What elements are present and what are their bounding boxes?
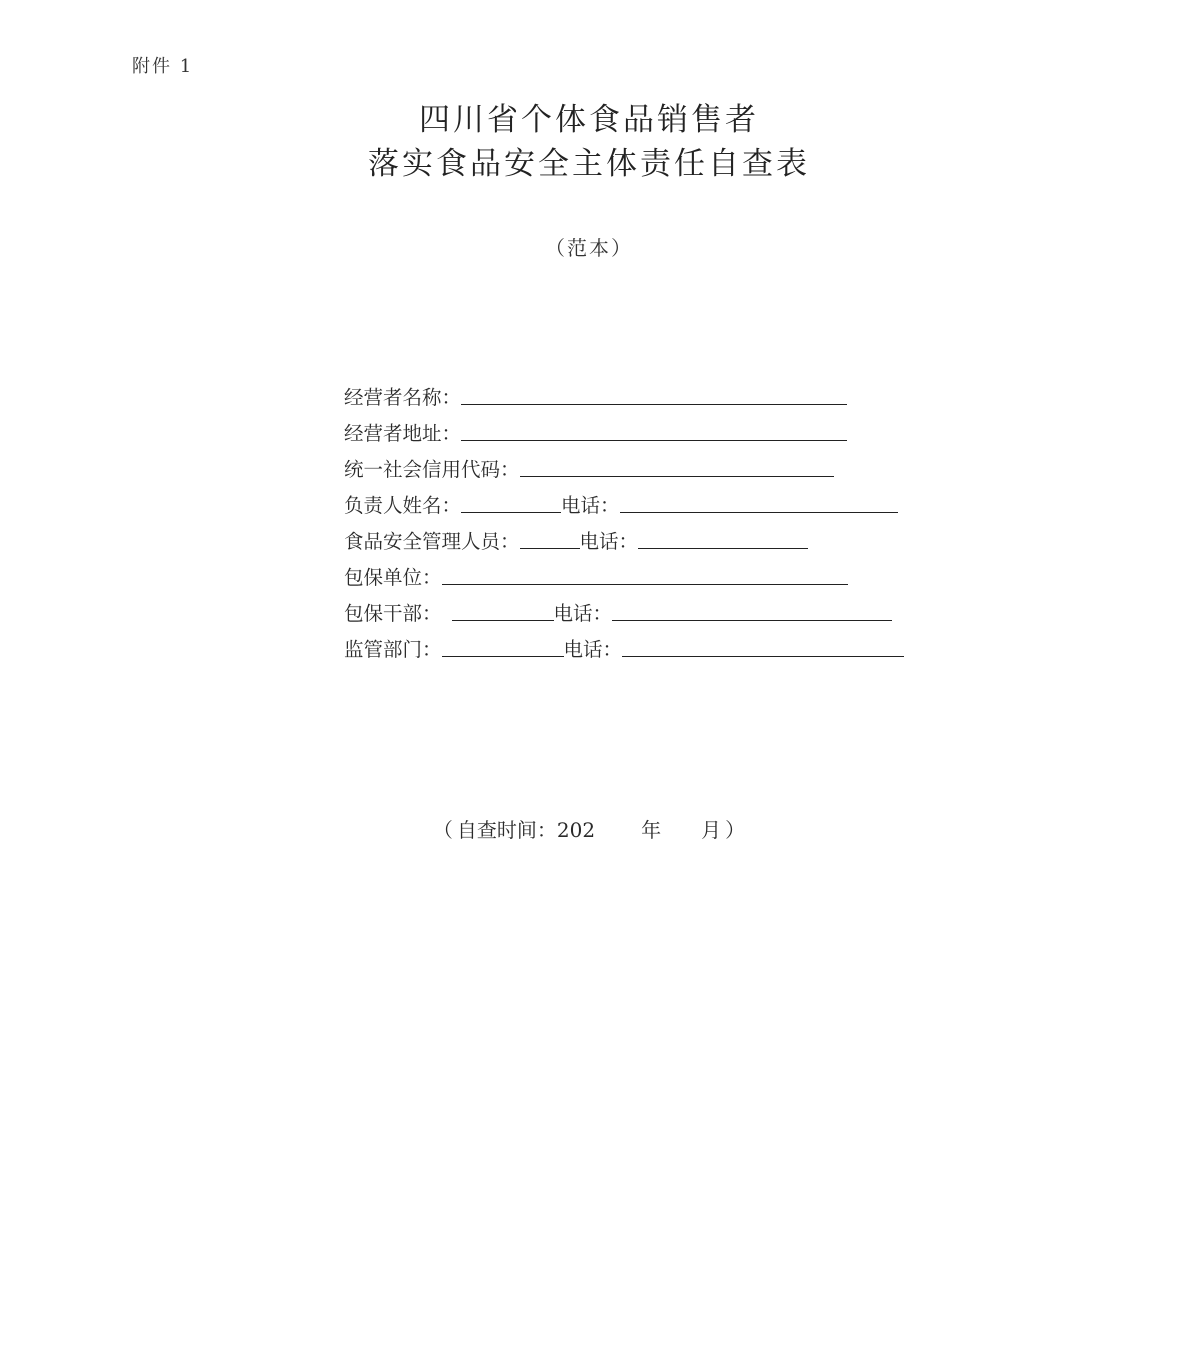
guarantee-cadre-phone-label: 电话： bbox=[553, 602, 613, 625]
supervision-dept-phone-field[interactable] bbox=[622, 636, 904, 657]
safety-manager-field[interactable] bbox=[520, 528, 580, 549]
responsible-person-phone-label: 电话： bbox=[561, 494, 620, 517]
credit-code-label: 统一社会信用代码： bbox=[344, 458, 520, 481]
self-check-date bbox=[0, 814, 1178, 843]
safety-manager-phone-field[interactable] bbox=[638, 528, 808, 549]
safety-manager-phone-label: 电话： bbox=[579, 530, 639, 553]
template-subtitle: （范本） bbox=[545, 236, 633, 260]
credit-code-row bbox=[344, 446, 944, 482]
safety-manager-row bbox=[344, 518, 944, 554]
guarantee-cadre-row bbox=[344, 590, 944, 626]
operator-name-field[interactable] bbox=[461, 384, 847, 405]
credit-code-field[interactable] bbox=[520, 456, 834, 477]
date-label: 自查时间：202 bbox=[456, 818, 596, 842]
guarantee-unit-label: 包保单位： bbox=[344, 566, 442, 589]
operator-address-row bbox=[344, 410, 944, 446]
safety-manager-label: 食品安全管理人员： bbox=[344, 530, 520, 553]
supervision-dept-phone-label: 电话： bbox=[563, 638, 623, 661]
attachment-label: 附件 1 bbox=[132, 56, 194, 77]
responsible-person-row bbox=[344, 482, 944, 518]
document-title-line-2: 落实食品安全主体责任自查表 bbox=[368, 146, 810, 182]
date-month-label: 月 bbox=[701, 818, 722, 842]
document-title-line-1: 四川省个体食品销售者 bbox=[419, 102, 759, 138]
responsible-person-phone-field[interactable] bbox=[620, 492, 898, 513]
responsible-person-field[interactable] bbox=[461, 492, 561, 513]
operator-address-label: 经营者地址： bbox=[344, 422, 462, 445]
supervision-dept-row bbox=[344, 626, 944, 662]
supervision-dept-label: 监管部门： bbox=[344, 638, 442, 661]
date-close-paren: ） bbox=[725, 818, 746, 842]
operator-name-row bbox=[344, 374, 944, 410]
info-form bbox=[344, 374, 944, 662]
supervision-dept-field[interactable] bbox=[442, 636, 564, 657]
operator-address-field[interactable] bbox=[461, 420, 847, 441]
guarantee-unit-field[interactable] bbox=[442, 564, 848, 585]
date-year-label: 年 bbox=[641, 818, 662, 842]
guarantee-cadre-phone-field[interactable] bbox=[612, 600, 892, 621]
guarantee-cadre-field[interactable] bbox=[452, 600, 554, 621]
date-open-paren: （ bbox=[432, 818, 453, 842]
guarantee-unit-row bbox=[344, 554, 944, 590]
operator-name-label: 经营者名称： bbox=[344, 386, 462, 409]
responsible-person-label: 负责人姓名： bbox=[344, 494, 462, 517]
guarantee-cadre-label: 包保干部： bbox=[344, 602, 442, 625]
